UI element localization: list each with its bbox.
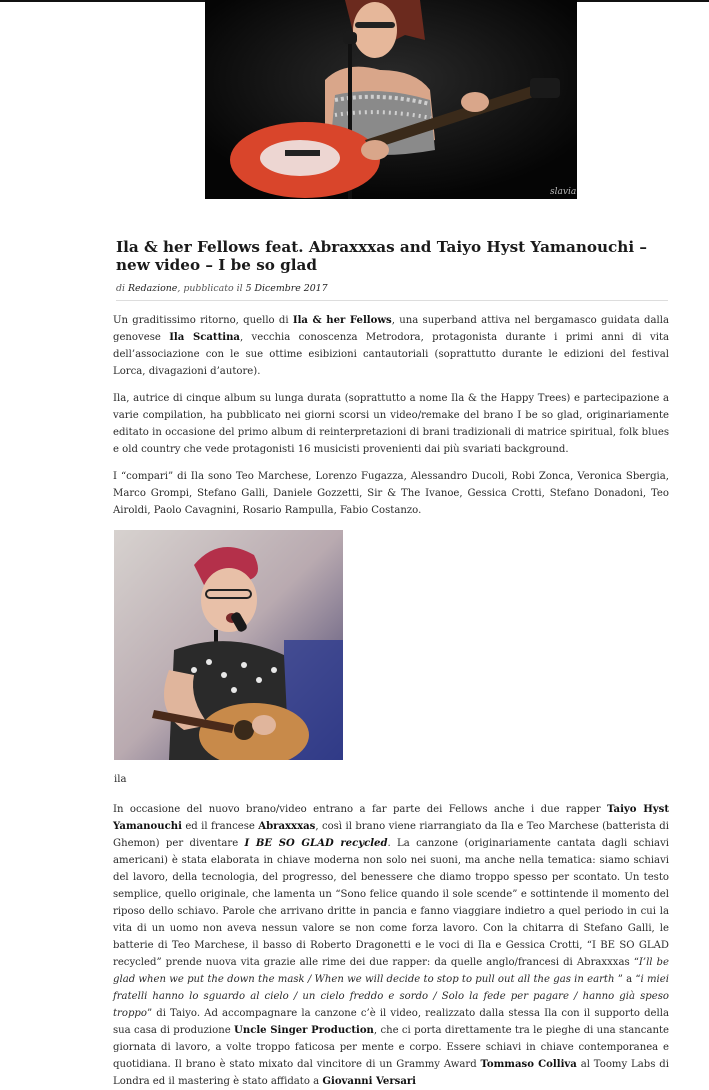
text: , vecchia conoscenza Metrodora, protagonista durante i primi anni di vita dell’associazione con le sue ottime esibizioni cantautoriali (soprattutto durante le edizioni del festival Lorca, divagazioni d’autore). <box>113 332 670 377</box>
text: , che ci porta direttamente tra le pieghe di una stancante giornata di lavoro, a volte troppo faticosa per mente e corpo. Essere schiavi in chiave contemporanea e quotidiana. Il brano è stato mixato dal vincitore di un Grammy Award <box>113 1025 669 1070</box>
bold-italic-text: I BE SO GLAD recycled <box>244 838 388 849</box>
date-link[interactable]: 5 Dicembre 2017 <box>245 283 328 294</box>
text: ed il francese <box>181 821 259 832</box>
bold-text: Ila & her Fellows <box>292 315 392 326</box>
paragraph-compari: I “compari” di Ila sono Teo Marchese, Lorenzo Fugazza, Alessandro Ducoli, Robi Zonca, Veronica Sbergia, Marco Grompi, Stefano Galli, Daniele Gozzetti, Sir & The Ivanoe, Gessica Crotti, Stefano Donadoni, Teo Airoldi, Paolo Cavagnini, Rosario Rampulla, Fabio Costanzo. <box>113 471 669 516</box>
text: , così il brano viene riarrangiato da Ila e Teo Marchese (batterista di Ghemon) per diventare <box>113 821 669 849</box>
bold-text: Tommaso Colliva <box>480 1059 577 1070</box>
author-link[interactable]: Redazione <box>127 283 178 294</box>
italic-text: I’ll be glad when we put the down the mask / When we will decide to stop to pull out all the gas in earth <box>113 957 669 985</box>
text: , una superband attiva nel bergamasco guidata dalla genovese <box>113 315 670 343</box>
paragraph-albums: Ila, autrice di cinque album su lunga durata (soprattutto a nome Ila & the Happy Trees) e partecipazione a varie compilation, ha pubblicato nei giorni scorsi un video/remake del brano I be so glad, originariamente editato in occasione del primo album di reinterpretazioni di brani tradizionali di matrice spiritual, folk blues e old country che vede protagonisti 16 musicisti provenienti dai più svariati background. <box>113 393 669 455</box>
hero-photo <box>205 0 577 199</box>
bold-text: Giovanni Versari <box>322 1076 417 1087</box>
bold-text: Abraxxxas <box>258 821 316 832</box>
paragraph-intro <box>113 312 669 380</box>
byline <box>116 283 668 301</box>
italic-text: i miei fratelli hanno lo sguardo al cielo / un cielo freddo e sordo / Solo la fede per pagare / hanno già speso troppo <box>113 974 669 1019</box>
ila-photo <box>114 530 343 760</box>
text: Un graditissimo ritorno, quello di <box>113 315 293 326</box>
byline-prefix: di <box>116 283 128 294</box>
article-title: Ila & her Fellows feat. Abraxxxas and Taiyo Hyst Yamanouchi – new video – I be so glad <box>116 238 647 274</box>
photo-caption: ila <box>114 774 127 785</box>
text: ” a “ <box>617 974 641 985</box>
hero-signature: slavia <box>550 187 577 197</box>
text: In occasione del nuovo brano/video entrano a far parte dei Fellows anche i due rapper <box>113 804 608 815</box>
byline-middle: , pubblicato il <box>177 283 246 294</box>
text: al Toomy Labs di Londra ed il mastering è stato affidato a <box>113 1059 669 1087</box>
bold-text: Uncle Singer Production <box>234 1025 374 1036</box>
paragraph-new-video <box>113 801 669 1090</box>
text: . La canzone (originariamente cantata dagli schiavi americani) è stata elaborata in chiave moderna non solo nei suoni, ma anche nella tematica: siamo schiavi del lavoro, della tecnologia, del progresso, del benessere che diamo troppo spesso per scontato. Un testo semplice, quello originale, che lamenta un “Sono felice quando il sole scende” e sottintende il momento del riposo dello schiavo. Parole che arrivano dritte in pancia e fanno viaggiare indietro a quel periodo in cui la vita di un uomo non aveva nessun valore se non come forza lavoro. Con la chitarra di Stefano Galli, le batterie di Teo Marchese, il basso di Roberto Dragonetti e le voci di Ila e Gessica Crotti, “I BE SO GLAD recycled” prende nuova vita grazie alle rime dei due rapper: da quelle anglo/francesi di Abraxxxas “ <box>113 838 670 968</box>
bold-text: Taiyo Hyst Yamanouchi <box>113 804 669 832</box>
bold-text: Ila Scattina <box>169 332 240 343</box>
text: ” di Taiyo. Ad accompagnare la canzone c’è il video, realizzato dalla stessa Ila con il supporto della sua casa di produzione <box>113 1008 669 1036</box>
